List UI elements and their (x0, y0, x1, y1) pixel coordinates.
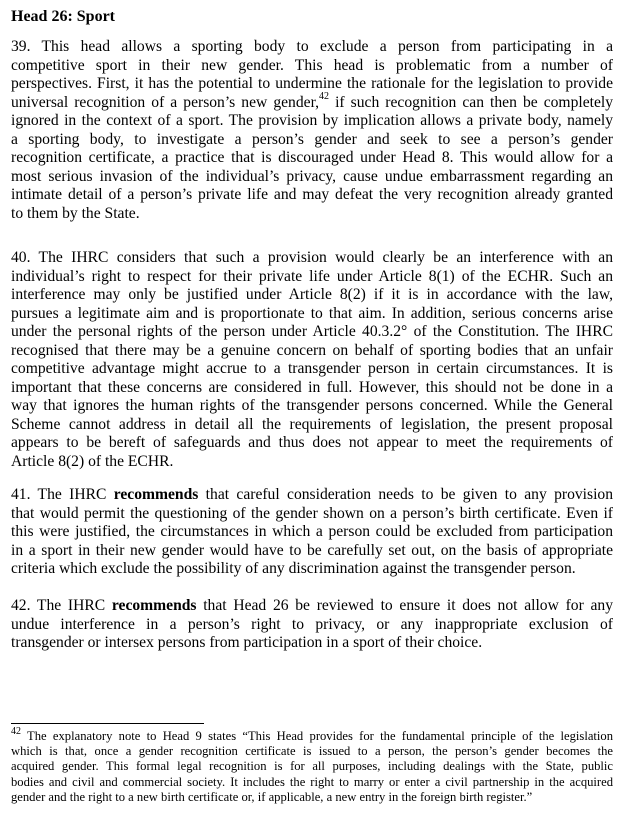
text-line: 40. The IHRC considers that such a provision would clearly be an interference with an (11, 249, 613, 266)
text-line: important that these concerns are considered in full. However, this should not be done in a (11, 378, 613, 396)
footnote-line: gender and the right to a new birth certificate or, if applicable, a new entry in the foreign birth register.” (11, 789, 533, 804)
footnote-line (11, 725, 613, 744)
footnote-number: 42 (11, 725, 21, 737)
text-line: undue interference in a person’s right to privacy, or any inappropriate exclusion of (11, 615, 613, 633)
text-line: under the personal rights of the person under Article 40.3.2° of the Constitution. The IHRC (11, 323, 613, 340)
footnote-line: which is that, once a gender recognition certificate is issued to a person, the person’s gender becomes the (11, 744, 613, 759)
text-line: pursues a legitimate aim and is proportionate to that aim. In addition, serious concerns arise (11, 304, 613, 322)
text-line: this were justified, the circumstances in which a person could be excluded from participation (11, 523, 613, 540)
text-segment: that careful consideration needs to be given to any provision (198, 486, 613, 503)
text-line: Article 8(2) of the ECHR. (11, 452, 174, 470)
text-line: intimate detail of a person’s private life and may defeat the very recognition already granted (11, 186, 613, 203)
text-segment: that Head 26 be reviewed to ensure it does not allow for any (196, 597, 613, 614)
text-line-with-footnote (11, 91, 613, 113)
text-line: ignored in the context of a sport. The provision by implication allows a private body, namely (11, 112, 613, 129)
text-line: recognition certificate, a practice that is discouraged under Head 8. This would allow for a (11, 149, 613, 166)
text-line: transgender or intersex persons from participation in a sport of their choice. (11, 634, 483, 651)
text-line: competitive advantage might accrue to a transgender person in certain circumstances. It is (11, 360, 613, 377)
emphasis-recommends: recommends (113, 486, 199, 503)
footnote-separator (11, 723, 204, 724)
text-line: appears to be bereft of safeguards and thus does not appear to meet the requirements of (11, 434, 613, 451)
text-line: to them by the State. (11, 204, 140, 222)
footnote-line: acquired gender. This formal legal recognition is for all purposes, including dealings with the State, public (11, 759, 613, 774)
text-line: individual’s right to respect for their private life under Article 8(1) of the ECHR. Such an (11, 267, 613, 285)
text-line (11, 597, 613, 616)
text-line: criteria which exclude the possibility of any discrimination against the transgender person. (11, 560, 576, 577)
text-line: way that ignores the human rights of the transgender persons concerned. While the General (11, 397, 613, 414)
text-line: a sporting body, to investigate a person’s gender and seek to see a person’s gender (11, 130, 613, 148)
text-line: Scheme cannot address in detail all the requirements of legislation, the present proposal (11, 415, 613, 433)
paragraph-39 (11, 38, 613, 223)
text-segment: 42. The IHRC (11, 597, 112, 614)
footnote-42 (11, 725, 613, 805)
text-segment: The explanatory note to Head 9 states “This Head provides for the fundamental principle of the legislation (21, 729, 613, 743)
paragraph-42 (11, 597, 613, 653)
text-line: most serious invasion of the individual’s privacy, cause undue embarrassment regarding an (11, 167, 613, 185)
text-segment: 41. The IHRC (11, 486, 114, 503)
text-segment: if such recognition can then be completely (329, 93, 613, 111)
text-segment: universal recognition of a person’s new gender, (11, 93, 320, 111)
text-line: recognised that there may be a genuine concern on behalf of sporting bodies that an unfair (11, 341, 613, 359)
paragraph-40 (11, 249, 613, 471)
text-line (11, 486, 613, 505)
text-line: interference may only be justified under Article 8(2) if it is in accordance with the law, (11, 286, 613, 303)
text-line: in a sport in their new gender would have to be carefully set out, on the basis of appropriate (11, 541, 613, 559)
paragraph-41 (11, 486, 613, 579)
text-line: 39. This head allows a sporting body to exclude a person from participating in a (11, 38, 613, 55)
text-line: that would permit the questioning of the gender shown on a person’s birth certificate. Even if (11, 504, 613, 522)
footnote-reference[interactable]: 42 (319, 91, 330, 103)
footnote-line: bodies and civil and commercial society. It includes the right to marry or enter a civil partnership in the acquired (11, 774, 613, 789)
section-heading: Head 26: Sport (11, 8, 115, 25)
emphasis-recommends: recommends (111, 597, 197, 614)
text-line: competitive sport in their new gender. This head is problematic from a number of (11, 56, 613, 74)
text-line: perspectives. First, it has the potential to undermine the rationale for the legislation to provide (11, 75, 613, 92)
